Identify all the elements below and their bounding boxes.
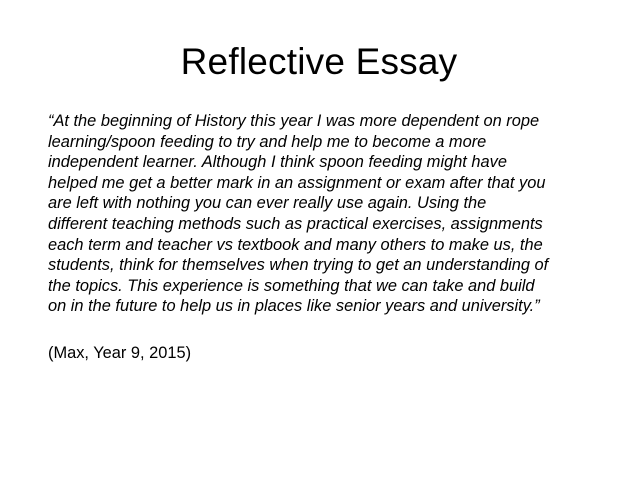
slide-title: Reflective Essay [180, 41, 458, 82]
quote-line: “At the beginning of History this year I was more dependent on rope [48, 112, 540, 130]
quote-line: different teaching methods such as practical exercises, assignments [48, 214, 543, 233]
quote-line: the topics. This experience is something that we can take and build [48, 276, 535, 295]
quote-line: independent learner. Although I think spoon feeding might have [48, 153, 507, 172]
quote-citation: (Max, Year 9, 2015) [48, 344, 192, 362]
quote-line: learning/spoon feeding to try and help me to become a more [48, 132, 487, 151]
essay-quote [48, 111, 628, 317]
quote-line: are left with nothing you can ever really use again. Using the [48, 194, 487, 213]
quote-line: students, think for themselves when trying to get an understanding of [48, 256, 549, 275]
quote-line: each term and teacher vs textbook and many others to make us, the [48, 235, 543, 254]
quote-line: on in the future to help us in places like senior years and university.” [48, 297, 540, 316]
quote-line: helped me get a better mark in an assignment or exam after that you [48, 173, 546, 192]
